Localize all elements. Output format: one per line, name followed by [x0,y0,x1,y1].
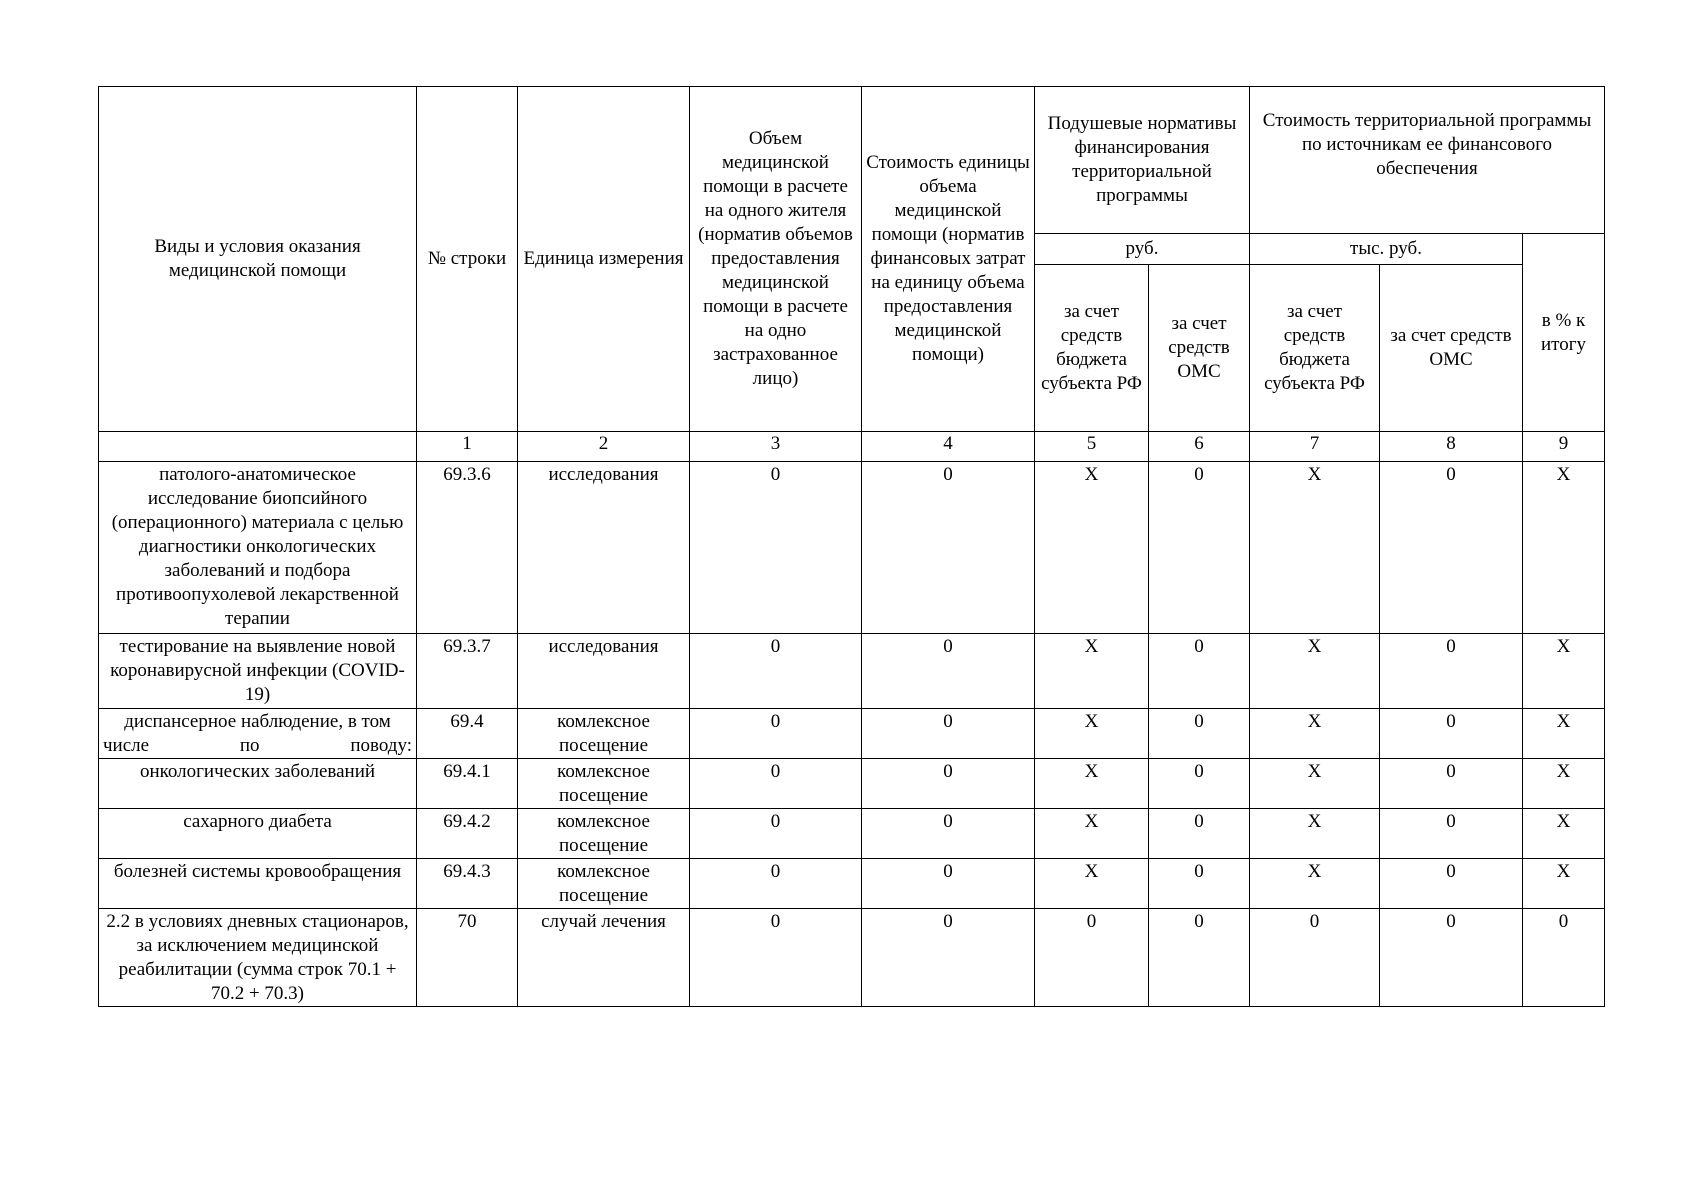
header-rub: руб. [1035,234,1250,265]
table-row [99,909,1605,1007]
column-numbers-row [99,432,1605,462]
financing-table [98,86,1605,1007]
row-oms-rub: 0 [1149,709,1250,759]
table-row [99,634,1605,709]
row-oms-rub: 0 [1149,462,1250,634]
header-percent: в % к итогу [1523,234,1605,432]
table-row [99,759,1605,809]
row-unit: комлексное посещение [518,759,690,809]
row-cost: 0 [862,809,1035,859]
column-number: 8 [1380,432,1523,462]
row-line-no: 69.4.3 [417,859,518,909]
row-oms-thous: 0 [1380,859,1523,909]
header-volume: Объем медицинской помощи в расчете на одного жителя (норматив объемов предоставления медицинской помощи в расчете на одно застрахованное лицо) [690,87,862,432]
row-unit: комлексное посещение [518,709,690,759]
row-oms-rub: 0 [1149,759,1250,809]
row-volume: 0 [690,634,862,709]
column-number: 6 [1149,432,1250,462]
row-volume: 0 [690,462,862,634]
column-number: 9 [1523,432,1605,462]
row-line-no: 69.4 [417,709,518,759]
row-percent: 0 [1523,909,1605,1007]
table-row [99,859,1605,909]
row-line-no: 70 [417,909,518,1007]
row-budget-thous: Х [1250,859,1380,909]
row-oms-thous: 0 [1380,709,1523,759]
header-oms-thous: за счет средств ОМС [1380,265,1523,432]
row-name: болезней системы кровообращения [99,859,417,909]
column-number: 2 [518,432,690,462]
header-program-cost: Стоимость территориальной программы по источникам ее финансового обеспечения [1250,87,1605,234]
row-budget-rub: Х [1035,809,1149,859]
row-oms-thous: 0 [1380,809,1523,859]
row-budget-thous: Х [1250,809,1380,859]
row-name: тестирование на выявление новой коронавирусной инфекции (COVID-19) [99,634,417,709]
row-budget-thous: Х [1250,759,1380,809]
column-number: 5 [1035,432,1149,462]
row-name: онкологических заболеваний [99,759,417,809]
row-name: диспансерное наблюдение, в том числе по поводу: [99,709,417,759]
row-oms-thous: 0 [1380,759,1523,809]
table-body [99,462,1605,1007]
row-unit: исследования [518,634,690,709]
row-name: патолого-анатомическое исследование биопсийного (операционного) материала с целью диагностики онкологических заболеваний и подбора противоопухолевой лекарственной терапии [99,462,417,634]
header-budget-thous: за счет средств бюджета субъекта РФ [1250,265,1380,432]
row-cost: 0 [862,909,1035,1007]
column-number: 1 [417,432,518,462]
row-budget-rub: 0 [1035,909,1149,1007]
row-volume: 0 [690,909,862,1007]
row-budget-thous: Х [1250,709,1380,759]
column-number [99,432,417,462]
row-percent: Х [1523,859,1605,909]
row-line-no: 69.3.6 [417,462,518,634]
row-budget-rub: Х [1035,759,1149,809]
table-row [99,462,1605,634]
header-type: Виды и условия оказания медицинской помощи [99,87,417,432]
column-number: 4 [862,432,1035,462]
row-oms-thous: 0 [1380,634,1523,709]
row-budget-rub: Х [1035,634,1149,709]
table-row [99,809,1605,859]
row-oms-rub: 0 [1149,809,1250,859]
row-oms-rub: 0 [1149,909,1250,1007]
row-name: сахарного диабета [99,809,417,859]
row-volume: 0 [690,709,862,759]
header-thous-rub: тыс. руб. [1250,234,1523,265]
row-volume: 0 [690,859,862,909]
row-budget-rub: Х [1035,859,1149,909]
row-oms-thous: 0 [1380,462,1523,634]
row-budget-thous: 0 [1250,909,1380,1007]
row-budget-thous: Х [1250,634,1380,709]
row-volume: 0 [690,809,862,859]
header-per-capita: Подушевые нормативы финансирования территориальной программы [1035,87,1250,234]
row-cost: 0 [862,759,1035,809]
row-cost: 0 [862,709,1035,759]
header-unit: Единица измерения [518,87,690,432]
row-volume: 0 [690,759,862,809]
row-percent: Х [1523,634,1605,709]
row-cost: 0 [862,859,1035,909]
row-cost: 0 [862,634,1035,709]
column-number: 7 [1250,432,1380,462]
row-line-no: 69.4.2 [417,809,518,859]
row-oms-rub: 0 [1149,634,1250,709]
row-line-no: 69.4.1 [417,759,518,809]
header-cost: Стоимость единицы объема медицинской помощи (норматив финансовых затрат на единицу объема предоставления медицинской помощи) [862,87,1035,432]
row-unit: случай лечения [518,909,690,1007]
table-row [99,709,1605,759]
row-cost: 0 [862,462,1035,634]
row-line-no: 69.3.7 [417,634,518,709]
row-unit: исследования [518,462,690,634]
header-budget-rub: за счет средств бюджета субъекта РФ [1035,265,1149,432]
row-unit: комлексное посещение [518,859,690,909]
row-percent: Х [1523,809,1605,859]
row-percent: Х [1523,759,1605,809]
row-budget-thous: Х [1250,462,1380,634]
row-oms-thous: 0 [1380,909,1523,1007]
row-unit: комлексное посещение [518,809,690,859]
row-percent: Х [1523,462,1605,634]
column-number: 3 [690,432,862,462]
row-budget-rub: Х [1035,709,1149,759]
row-budget-rub: Х [1035,462,1149,634]
header-line-no: № строки [417,87,518,432]
row-percent: Х [1523,709,1605,759]
row-name: 2.2 в условиях дневных стационаров, за исключением медицинской реабилитации (сумма строк 70.1 + 70.2 + 70.3) [99,909,417,1007]
header-oms-rub: за счет средств ОМС [1149,265,1250,432]
row-oms-rub: 0 [1149,859,1250,909]
table-header [99,87,1605,462]
